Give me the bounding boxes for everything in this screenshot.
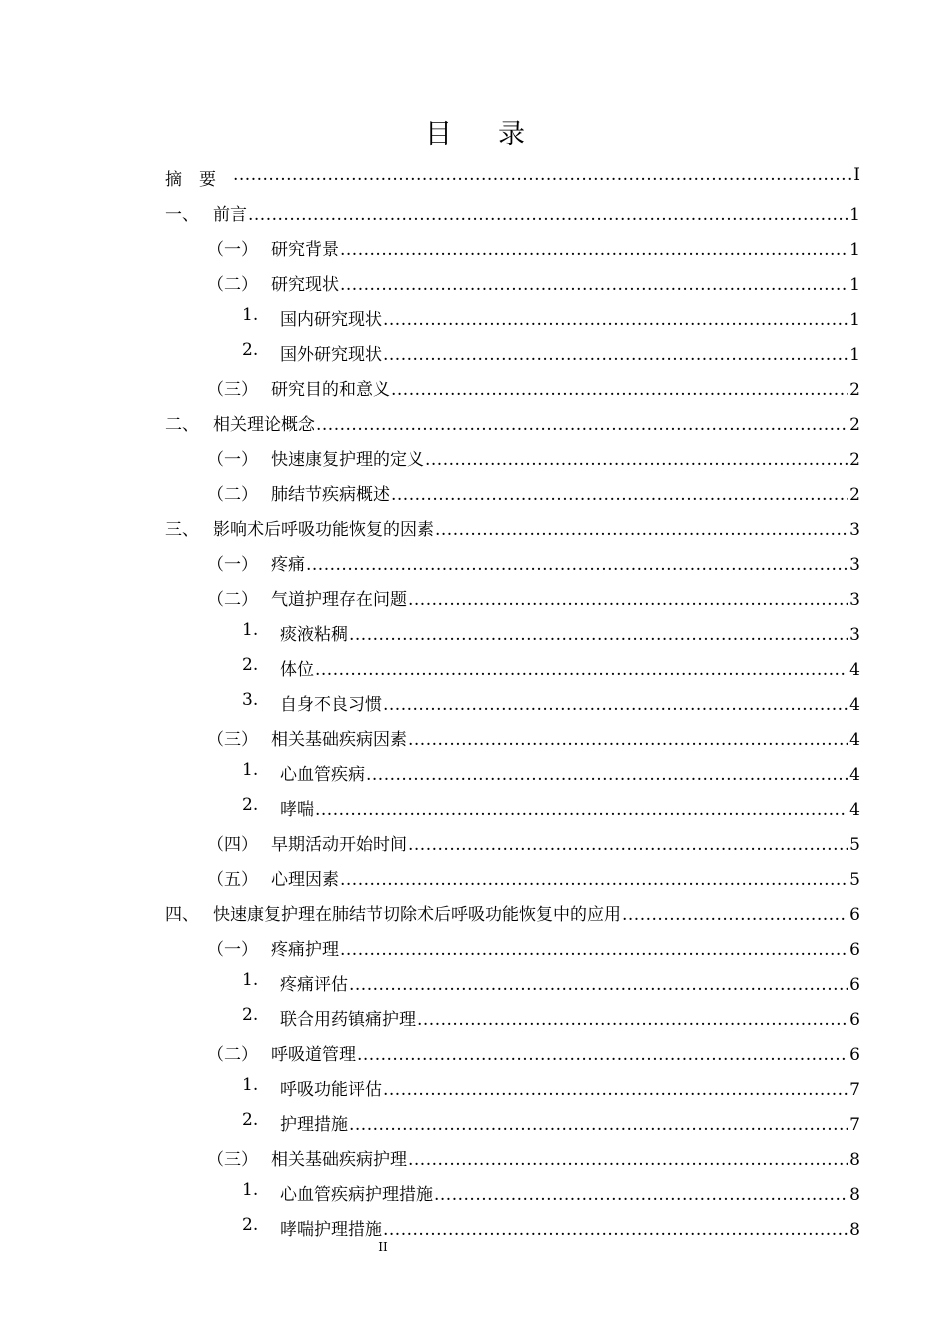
toc-entry-line: [213, 410, 860, 435]
toc-entry-page: 3: [849, 625, 860, 645]
toc-entry[interactable]: [0, 683, 950, 718]
toc-entry-line: [280, 1110, 860, 1135]
toc-entry-line: [271, 1145, 860, 1170]
toc-entry[interactable]: [0, 998, 950, 1033]
toc-dot-leader: [408, 835, 848, 855]
toc-entry[interactable]: [0, 543, 950, 578]
toc-entry[interactable]: [0, 298, 950, 333]
toc-entry-title: 早期活动开始时间: [271, 835, 407, 855]
toc-entry-number: 2.: [242, 340, 259, 360]
toc-entry-number: （四）: [207, 835, 258, 855]
toc-entry[interactable]: [0, 893, 950, 928]
toc-entry-title: 呼吸道管理: [271, 1045, 356, 1065]
toc-entry-line: [280, 655, 860, 680]
toc-dot-leader: [349, 1115, 848, 1135]
toc-dot-leader: [408, 590, 848, 610]
toc-dot-leader: [383, 345, 848, 365]
toc-dot-leader: [391, 485, 848, 505]
toc-dot-leader: [233, 165, 852, 185]
toc-entry-number: 四、: [165, 905, 199, 925]
toc-entry[interactable]: [0, 963, 950, 998]
toc-entry-title: 肺结节疾病概述: [271, 485, 390, 505]
toc-entry-page: 1: [849, 345, 860, 365]
toc-entry-number: 1.: [242, 620, 259, 640]
toc-entry-title: 心血管疾病: [280, 765, 365, 785]
toc-entry-page: 3: [849, 590, 860, 610]
toc-entry-title: 哮喘护理措施: [280, 1220, 382, 1240]
toc-entry-number: 2.: [242, 1215, 259, 1235]
toc-entry-line: [280, 340, 860, 365]
toc-entry[interactable]: [0, 333, 950, 368]
toc-entry-page: 6: [849, 975, 860, 995]
toc-entry-title: 疼痛评估: [280, 975, 348, 995]
toc-entry-line: [271, 585, 860, 610]
toc-entry[interactable]: [0, 1033, 950, 1068]
toc-entry-page: 2: [849, 485, 860, 505]
toc-entry-line: [271, 270, 860, 295]
toc-entry-line: [280, 305, 860, 330]
toc-entry-line: [271, 1040, 860, 1065]
toc-entry-line: [280, 1180, 860, 1205]
toc-dot-leader: [306, 555, 848, 575]
toc-dot-leader: [408, 1150, 848, 1170]
toc-entry-page: 5: [849, 835, 860, 855]
toc-entry-number: （二）: [207, 1045, 258, 1065]
toc-entry-number: 1.: [242, 970, 259, 990]
toc-entry-line: [280, 620, 860, 645]
toc-entry-page: 4: [849, 730, 860, 750]
toc-dot-leader: [435, 520, 848, 540]
toc-entry-page: I: [853, 165, 860, 185]
toc-entry-title: 心血管疾病护理措施: [280, 1185, 433, 1205]
toc-entry-line: [271, 375, 860, 400]
toc-entry[interactable]: [0, 788, 950, 823]
toc-entry-number: （一）: [207, 450, 258, 470]
toc-dot-leader: [383, 1080, 848, 1100]
toc-entry-page: 6: [849, 905, 860, 925]
toc-title-char-2: 录: [498, 119, 525, 150]
toc-dot-leader: [340, 275, 848, 295]
toc-entry-title: 国外研究现状: [280, 345, 382, 365]
toc-entry-title: 护理措施: [280, 1115, 348, 1135]
toc-entry[interactable]: [0, 1103, 950, 1138]
toc-entry[interactable]: [0, 718, 950, 753]
toc-entry-line: [271, 235, 860, 260]
toc-entry[interactable]: [0, 858, 950, 893]
toc-entry-number: 2.: [242, 655, 259, 675]
toc-entry-line: [271, 550, 860, 575]
toc-entry-page: 2: [849, 450, 860, 470]
toc-entry-page: 8: [849, 1150, 860, 1170]
toc-entry-page: 8: [849, 1185, 860, 1205]
page-footer-number: II: [378, 1240, 388, 1254]
toc-entry-line: [280, 1075, 860, 1100]
toc-entry-title: 痰液粘稠: [280, 625, 348, 645]
toc-dot-leader: [383, 695, 848, 715]
toc-entry-number: 3.: [242, 690, 259, 710]
toc-entry-page: 7: [849, 1115, 860, 1135]
toc-entry-page: 8: [849, 1220, 860, 1240]
toc-entry-title: 相关基础疾病护理: [271, 1150, 407, 1170]
toc-entry-line: [213, 200, 860, 225]
toc-entry-line: [271, 865, 860, 890]
toc-entry-page: 6: [849, 1010, 860, 1030]
toc-entry-page: 7: [849, 1080, 860, 1100]
toc-entry-number: （三）: [207, 730, 258, 750]
toc-dot-leader: [357, 1045, 848, 1065]
toc-entry-page: 1: [849, 240, 860, 260]
toc-entry-page: 3: [849, 555, 860, 575]
toc-entry-line: [213, 900, 860, 925]
toc-entry-number: （一）: [207, 940, 258, 960]
toc-entry-page: 2: [849, 380, 860, 400]
toc-entry-page: 3: [849, 520, 860, 540]
toc-entry-page: 1: [849, 275, 860, 295]
toc-dot-leader: [383, 310, 848, 330]
toc-entry-title: 快速康复护理在肺结节切除术后呼吸功能恢复中的应用: [213, 905, 621, 925]
toc-entry[interactable]: [0, 1173, 950, 1208]
toc-entry-line: [280, 970, 860, 995]
toc-entry-line: [213, 515, 860, 540]
toc-dot-leader: [408, 730, 848, 750]
toc-dot-leader: [340, 870, 848, 890]
toc-entry-line: [280, 760, 860, 785]
toc-entry-number: 1.: [242, 305, 259, 325]
toc-entry-title: 相关理论概念: [213, 415, 315, 435]
toc-entry-line: [232, 165, 860, 185]
toc-entry[interactable]: [0, 928, 950, 963]
toc-entry-number: 1.: [242, 1180, 259, 1200]
toc-dot-leader: [391, 380, 848, 400]
toc-entry[interactable]: [0, 193, 950, 228]
toc-entry-number: （二）: [207, 590, 258, 610]
toc-entry[interactable]: [0, 228, 950, 263]
toc-dot-leader: [349, 625, 848, 645]
toc-entry-title: 气道护理存在问题: [271, 590, 407, 610]
toc-dot-leader: [434, 1185, 848, 1205]
toc-entry-number: （三）: [207, 1150, 258, 1170]
toc-entry-page: 1: [849, 310, 860, 330]
toc-entry-number: （五）: [207, 870, 258, 890]
toc-title: [0, 112, 950, 151]
toc-entry-title: 呼吸功能评估: [280, 1080, 382, 1100]
toc-entry[interactable]: [0, 158, 950, 193]
toc-entry-title: 相关基础疾病因素: [271, 730, 407, 750]
toc-entry[interactable]: [0, 1138, 950, 1173]
toc-entry-number: （一）: [207, 555, 258, 575]
toc-entry-title: 心理因素: [271, 870, 339, 890]
toc-entry[interactable]: [0, 438, 950, 473]
toc-entry-title: 联合用药镇痛护理: [280, 1010, 416, 1030]
toc-entry-title: 体位: [280, 660, 314, 680]
toc-entry[interactable]: [0, 508, 950, 543]
toc-entry[interactable]: [0, 578, 950, 613]
toc-entry-line: [271, 935, 860, 960]
toc-entry-number: 三、: [165, 520, 199, 540]
toc-title-char-1: 目: [425, 119, 452, 150]
toc-entry-line: [271, 480, 860, 505]
toc-dot-leader: [316, 415, 848, 435]
toc-entry-page: 1: [849, 205, 860, 225]
toc-entry[interactable]: [0, 473, 950, 508]
toc-dot-leader: [383, 1220, 848, 1240]
toc-entry-page: 6: [849, 1045, 860, 1065]
toc-entry-title: 自身不良习惯: [280, 695, 382, 715]
toc-entry[interactable]: [0, 368, 950, 403]
toc-dot-leader: [315, 800, 848, 820]
toc-entry-line: [280, 1215, 860, 1240]
toc-entry-title: 国内研究现状: [280, 310, 382, 330]
toc-dot-leader: [340, 240, 848, 260]
toc-entry-number: 1.: [242, 760, 259, 780]
toc-entry[interactable]: [0, 403, 950, 438]
toc-entry-title: 疼痛: [271, 555, 305, 575]
toc-entry[interactable]: [0, 753, 950, 788]
toc-entry-number: （二）: [207, 275, 258, 295]
toc-dot-leader: [622, 905, 848, 925]
toc-entry-title: 影响术后呼吸功能恢复的因素: [213, 520, 434, 540]
toc-entry-line: [280, 1005, 860, 1030]
toc-entry-page: 4: [849, 800, 860, 820]
toc-entry-title: 研究背景: [271, 240, 339, 260]
toc-entry-number: （一）: [207, 240, 258, 260]
toc-entry-title: 疼痛护理: [271, 940, 339, 960]
toc-entry[interactable]: [0, 1068, 950, 1103]
toc-entry-line: [271, 725, 860, 750]
toc-entry-number: 1.: [242, 1075, 259, 1095]
toc-entry-line: [271, 445, 860, 470]
toc-entry-page: 2: [849, 415, 860, 435]
toc-entry[interactable]: [0, 823, 950, 858]
toc-entry-page: 6: [849, 940, 860, 960]
toc-dot-leader: [366, 765, 848, 785]
toc-dot-leader: [315, 660, 848, 680]
toc-entry-number: （二）: [207, 485, 258, 505]
toc-entry-title: 快速康复护理的定义: [271, 450, 424, 470]
toc-entry-page: 4: [849, 695, 860, 715]
toc-dot-leader: [340, 940, 848, 960]
toc-entry-page: 5: [849, 870, 860, 890]
toc-entry-number: 2.: [242, 1110, 259, 1130]
toc-entry-line: [280, 795, 860, 820]
toc-entry-number: （三）: [207, 380, 258, 400]
toc-entry-page: 4: [849, 765, 860, 785]
toc-entry[interactable]: [0, 648, 950, 683]
toc-dot-leader: [248, 205, 848, 225]
toc-dot-leader: [417, 1010, 848, 1030]
toc-entry[interactable]: [0, 1208, 950, 1243]
toc-entry-page: 4: [849, 660, 860, 680]
toc-entry-number: 2.: [242, 1005, 259, 1025]
toc-entry-title: 前言: [213, 205, 247, 225]
toc-entry[interactable]: [0, 263, 950, 298]
toc-entry-number: 2.: [242, 795, 259, 815]
toc-dot-leader: [349, 975, 848, 995]
toc-entry-number: 二、: [165, 415, 199, 435]
toc-dot-leader: [425, 450, 848, 470]
toc-entry-number: 一、: [165, 205, 199, 225]
toc-entry-line: [280, 690, 860, 715]
toc-entry[interactable]: [0, 613, 950, 648]
toc-entry-title: 研究目的和意义: [271, 380, 390, 400]
toc-entry-line: [271, 830, 860, 855]
toc-entry-title: 研究现状: [271, 275, 339, 295]
toc-entry-number: 摘 要: [165, 170, 216, 190]
toc-entry-title: 哮喘: [280, 800, 314, 820]
